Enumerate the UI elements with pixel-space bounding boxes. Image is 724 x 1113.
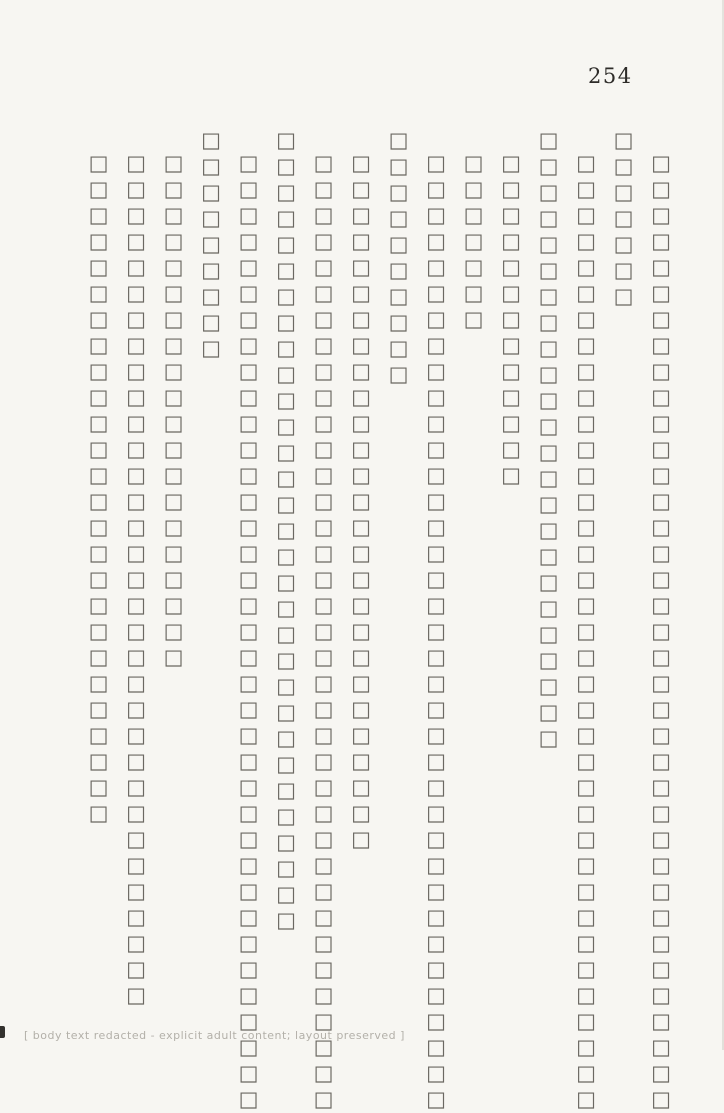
page-number: 254 — [588, 64, 633, 88]
text-column: □□□□□□□□□□□□□□□□□□□□ — [161, 151, 186, 671]
text-column: □□□□□□□□□□□□□□□□□□□□□□□□□□□ — [349, 151, 373, 853]
text-column: □□□□□□□□□□□□□□□□□□□□□□□□□□□□□□□□□□□□□ — [574, 151, 598, 1113]
text-column: □□□□□□□□□□□□□□□□□□□□□□□□□□□□□□□□□□□□□ — [649, 151, 673, 1113]
text-column: □□□□□□□ — [611, 128, 636, 310]
text-column: □□□□□□□□□□□□□□□□□□□□□□□□□□□□□□□□□ — [124, 151, 148, 1009]
text-column: □□□□□□□□□□ — [386, 128, 411, 388]
text-column: □□□□□□□□□ — [199, 128, 223, 362]
text-column: □□□□□□□ — [461, 151, 486, 333]
scan-speck — [0, 1026, 5, 1038]
text-column: □□□□□□□□□□□□□□□□□□□□□□□□□□□□□□□□□□□□□ — [311, 151, 336, 1113]
redaction-notice: [ body text redacted - explicit adult content; layout preserved ] — [24, 1029, 405, 1042]
text-column: □□□□□□□□□□□□□ — [499, 151, 523, 489]
text-column: □□□□□□□□□□□□□□□□□□□□□□□□□□□□□□□□□□□□□ — [424, 151, 448, 1113]
text-column: □□□□□□□□□□□□□□□□□□□□□□□□□□ — [86, 151, 111, 827]
text-column: □□□□□□□□□□□□□□□□□□□□□□□□□□□□□□□ — [274, 128, 298, 934]
text-column: □□□□□□□□□□□□□□□□□□□□□□□□ — [536, 128, 561, 752]
text-column: □□□□□□□□□□□□□□□□□□□□□□□□□□□□□□□□□□□□□ — [236, 151, 261, 1113]
